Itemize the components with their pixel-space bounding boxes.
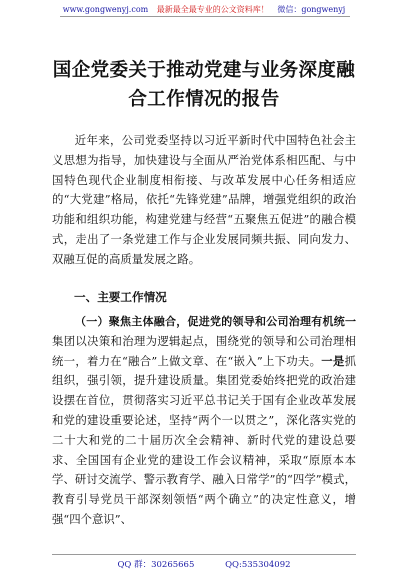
- item-lead: （一）聚焦主体融合，促进党的领导和公司治理有机统一: [74, 315, 356, 328]
- wechat-id: 微信：gongwenyj: [277, 5, 346, 14]
- item-paragraph: [52, 312, 356, 530]
- item-text-b: 抓组织，强引领，提升建设质量。集团党委始终把党的政治建设摆在首位，贯彻落实习近平总书记关于国有企业改革发展和党的建设重要论述，坚持“两个一以贯之”，深化落实党的二十大和党的二十届历次全会精神、新时代党的建设总要求、全国国有企业党的建设工作会议精神，采取“原原本本学、研讨交流学、警示教育学、融入日常学”的“四学”模式，教育引导党员干部深刻领悟“两个确立”的决定性意义，增强“四个意识”、: [52, 353, 356, 526]
- site-slogan: 最新最全最专业的公文资料库！: [156, 5, 269, 14]
- qq-contact: QQ:535304092: [225, 560, 291, 570]
- item-text-a: 集团以决策和治理为逻辑起点，围绕党的领导和公司治理相统一，着力在“融合”上做文章、在“嵌入”上下功夫。: [52, 333, 356, 368]
- header-divider: [60, 16, 350, 17]
- document-title: 国企党委关于推动党建与业务深度融合工作情况的报告: [52, 60, 356, 110]
- footer-divider: [52, 554, 356, 555]
- page-footer: [0, 559, 408, 571]
- intro-paragraph: 近年来，公司党委坚持以习近平新时代中国特色社会主义思想为指导，加快建设与全面从严治党体系相匹配、与中国特色现代企业制度相衔接、与改革发展中心任务相适应的“大党建”格局，依托“先锋党建”品牌，增强党组织的政治功能和组织功能，构建党建与经营“五聚焦五促进”的融合模式，走出了一条党建工作与企业发展同频共振、同向发力、双融互促的高质量发展之路。: [52, 133, 356, 266]
- page-header: [0, 4, 408, 16]
- section-heading: 一、主要工作情况: [74, 290, 167, 304]
- qq-group: QQ 群：30265665: [117, 560, 195, 570]
- site-link[interactable]: www.gongwenyj.com: [62, 5, 149, 14]
- item-bold-marker: 一是: [321, 353, 345, 368]
